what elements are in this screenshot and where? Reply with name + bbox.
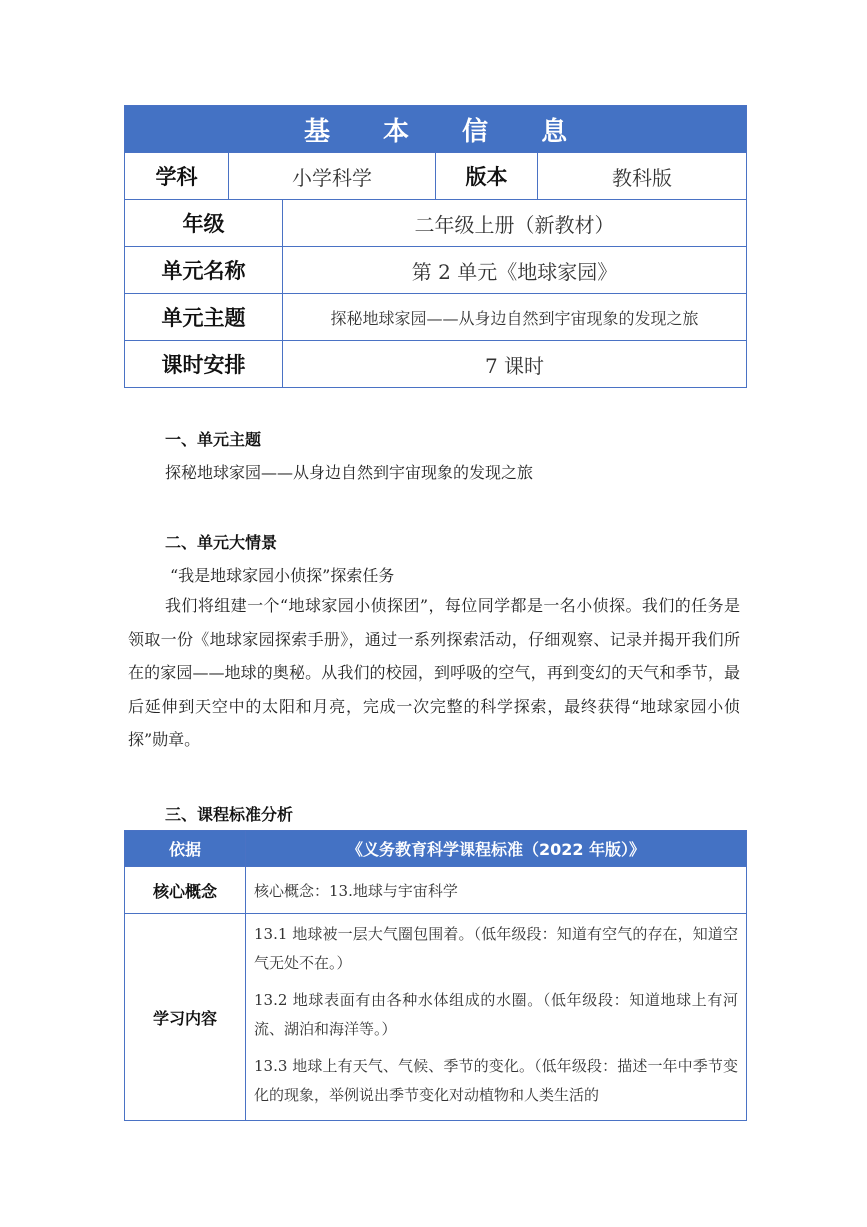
scenario-paragraph: 我们将组建一个“地球家园小侦探团”，每位同学都是一名小侦探。我们的任务是领取一份《地球家园探索手册》，通过一系列探索活动，仔细观察、记录并揭开我们所在的家园——地球的奥秘。从我们的校园，到呼吸的空气，再到变幻的天气和季节，最后延伸到天空中的太阳和月亮，完成一次完整的科学探索，最终获得“地球家园小侦探”勋章。 (128, 596, 740, 749)
unit-value: 第 2 单元《地球家园》 (283, 247, 747, 294)
hours-label: 课时安排 (125, 341, 283, 388)
learning-content-label: 学习内容 (125, 914, 246, 1121)
basis-value: 《义务教育科学课程标准（2022 年版）》 (246, 831, 747, 867)
subject-label: 学科 (125, 153, 229, 200)
section2-heading: 二、单元大情景 (165, 533, 278, 552)
theme-value: 探秘地球家园——从身边自然到宇宙现象的发现之旅 (283, 294, 747, 341)
core-concept-label: 核心概念 (125, 867, 246, 914)
unit-label: 单元名称 (125, 247, 283, 294)
edition-label: 版本 (436, 153, 538, 200)
grade-label: 年级 (125, 200, 283, 247)
section3-heading: 三、课程标准分析 (165, 805, 294, 824)
theme-label: 单元主题 (125, 294, 283, 341)
edition-value: 教科版 (538, 153, 747, 200)
learning-content-cell (246, 914, 747, 1121)
hours-value: 7 课时 (283, 341, 747, 388)
core-concept-value: 核心概念：13.地球与宇宙科学 (246, 867, 747, 914)
basis-label: 依据 (125, 831, 246, 867)
scenario-task: “我是地球家园小侦探”探索任务 (170, 566, 395, 585)
subject-value: 小学科学 (229, 153, 436, 200)
grade-value: 二年级上册（新教材） (283, 200, 747, 247)
content-item: 13.3 地球上有天气、气候、季节的变化。（低年级段：描述一年中季节变化的现象，举例说出季节变化对动植物和人类生活的 (254, 1057, 738, 1104)
table-title: 基 本 信 息 (125, 106, 747, 153)
content-item: 13.2 地球表面有由各种水体组成的水圈。（低年级段：知道地球上有河流、湖泊和海洋等。） (254, 991, 738, 1038)
section1-heading: 一、单元主题 (165, 430, 262, 449)
section1-text: 探秘地球家园——从身边自然到宇宙现象的发现之旅 (165, 463, 534, 482)
basic-info-table (124, 105, 747, 388)
content-item: 13.1 地球被一层大气圈包围着。（低年级段：知道有空气的存在，知道空气无处不在。） (254, 925, 738, 972)
curriculum-standard-table (124, 830, 747, 1121)
